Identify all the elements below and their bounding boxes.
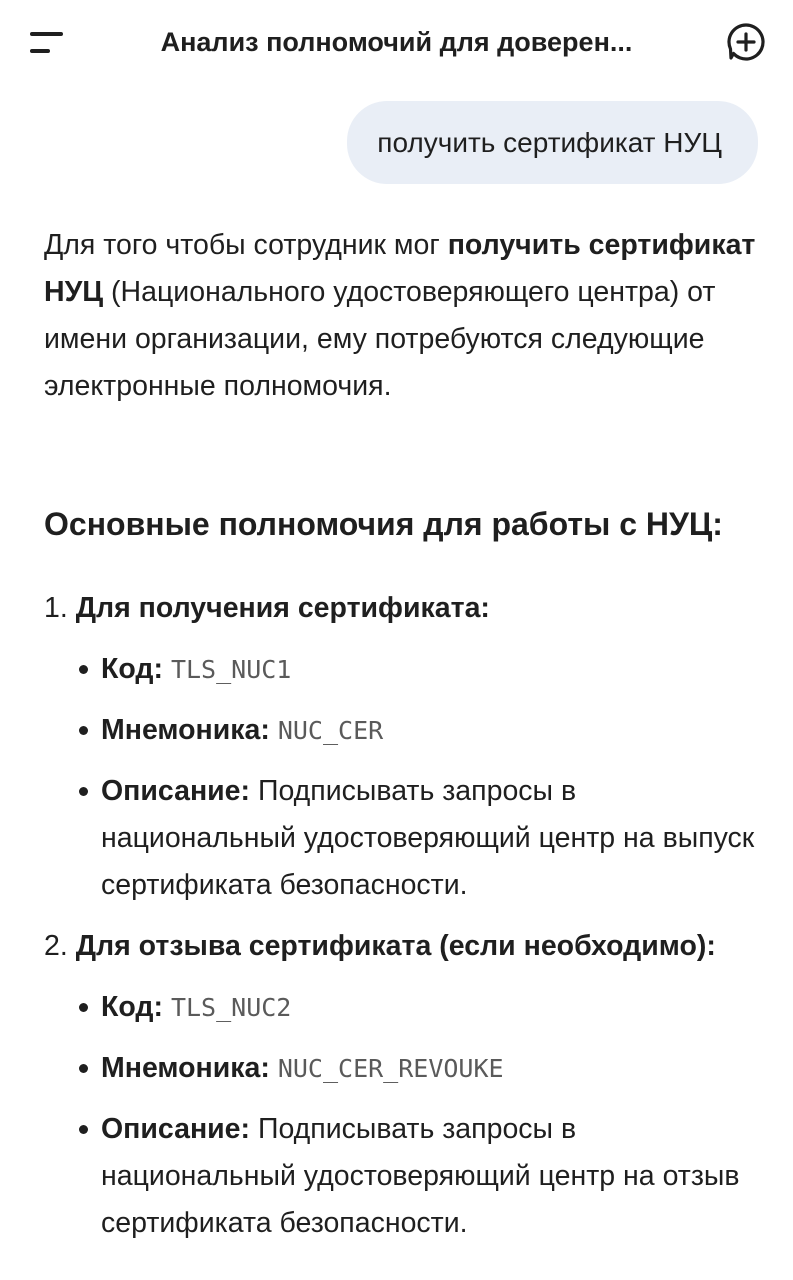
- top-app-bar: [0, 0, 793, 84]
- code-label: Код:: [101, 653, 164, 685]
- mnemonic-value: NUC_CER_REVOUKE: [277, 1054, 504, 1083]
- code-value: TLS_NUC2: [170, 993, 292, 1022]
- response-intro: [44, 222, 764, 410]
- list-number: 1.: [44, 592, 68, 624]
- bullet-description: [44, 1106, 764, 1247]
- description-label: Описание:: [101, 775, 251, 807]
- menu-button[interactable]: [22, 22, 70, 62]
- bullet-icon: [79, 787, 88, 796]
- bullet-description: [44, 768, 764, 909]
- code-label: Код:: [101, 991, 164, 1023]
- bullet-mnemonic: [44, 707, 764, 754]
- new-chat-button[interactable]: [722, 18, 770, 66]
- description-label: Описание:: [101, 1113, 251, 1145]
- bullet-icon: [79, 1125, 88, 1134]
- description-value: Подписывать запросы в национальный удостоверяющий центр на отзыв сертификата безопасности.: [101, 1113, 740, 1239]
- mnemonic-value: NUC_CER: [277, 716, 384, 745]
- bullet-code: [44, 984, 764, 1031]
- user-message-row: [347, 101, 758, 184]
- list-item-heading: [44, 586, 764, 630]
- list-item-heading: [44, 924, 764, 968]
- bullet-mnemonic: [44, 1045, 764, 1092]
- assistant-response: [44, 222, 764, 1239]
- list-item: [44, 924, 764, 1247]
- bullet-icon: [79, 726, 88, 735]
- intro-text-bold: получить сертификат НУЦ: [44, 229, 756, 308]
- new-chat-icon: [722, 18, 770, 66]
- list-item: [44, 586, 764, 909]
- bullet-code: [44, 646, 764, 693]
- list-heading-text: Для получения сертификата:: [75, 592, 490, 624]
- code-value: TLS_NUC1: [170, 655, 292, 684]
- list-heading-text: Для отзыва сертификата (если необходимо):: [75, 930, 716, 962]
- intro-text-end: (Национального удостоверяющего центра) от имени организации, ему потребуются следующие электронные полномочия.: [44, 276, 716, 402]
- description-value: Подписывать запросы в национальный удостоверяющий центр на выпуск сертификата безопасности.: [101, 775, 755, 901]
- mnemonic-label: Мнемоника:: [101, 1052, 270, 1084]
- bullet-icon: [79, 1003, 88, 1012]
- mnemonic-label: Мнемоника:: [101, 714, 270, 746]
- section-heading: Основные полномочия для работы с НУЦ:: [44, 506, 723, 542]
- intro-text-start: Для того чтобы сотрудник мог: [44, 229, 448, 261]
- list-number: 2.: [44, 930, 68, 962]
- user-message-bubble[interactable]: получить сертификат НУЦ: [347, 101, 758, 184]
- conversation-title[interactable]: Анализ полномочий для доверен...: [160, 27, 633, 57]
- bullet-icon: [79, 1064, 88, 1073]
- bullet-icon: [79, 665, 88, 674]
